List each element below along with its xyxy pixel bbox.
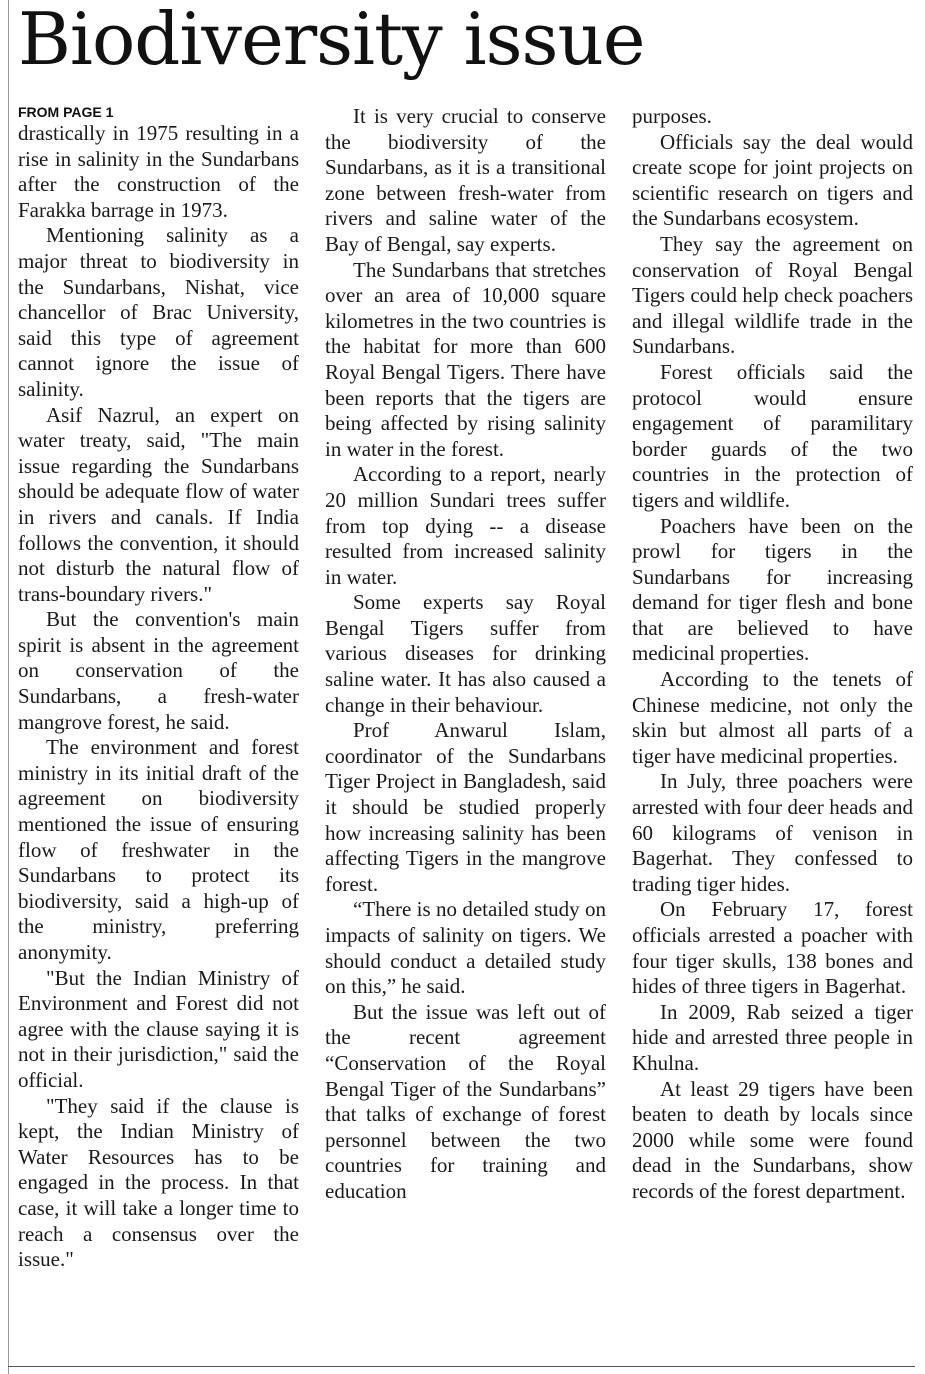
paragraph: Some experts say Royal Bengal Tigers suffer from various diseases for drinking saline water. It has also caused a change in their behaviour. xyxy=(325,590,606,717)
paragraph: The Sundarbans that stretches over an area of 10,000 square kilometres in the two countries is the habitat for more than 600 Royal Bengal Tigers. There have been reports that the tigers are being affected by rising salinity in water in the forest. xyxy=(325,257,606,461)
article-column-2 xyxy=(325,104,606,1364)
left-column-rule xyxy=(8,0,9,1374)
paragraph: Mentioning salinity as a major threat to biodiversity in the Sundarbans, Nishat, vice chancellor of Brac University, said this type of agreement cannot ignore the issue of salinity. xyxy=(18,223,299,401)
paragraph: But the issue was left out of the recent agreement “Conservation of the Royal Bengal Tiger of the Sundarbans” that talks of exchange of forest personnel between the two countries for training and education xyxy=(325,999,606,1203)
article-column-3 xyxy=(632,104,913,1364)
paragraph: It is very crucial to conserve the biodiversity of the Sundarbans, as it is a transitional zone between fresh-water from rivers and saline water of the Bay of Bengal, say experts. xyxy=(325,104,606,256)
paragraph: “There is no detailed study on impacts of salinity on tigers. We should conduct a detailed study on this,” he said. xyxy=(325,897,606,999)
paragraph: purposes. xyxy=(632,104,712,128)
paragraph: In July, three poachers were arrested with four deer heads and 60 kilograms of venison in Bagerhat. They confessed to trading tiger hides. xyxy=(632,769,913,896)
bottom-rule xyxy=(8,1366,915,1367)
article-column-1 xyxy=(18,104,299,1364)
paragraph: Prof Anwarul Islam, coordinator of the Sundarbans Tiger Project in Bangladesh, said it should be studied properly how increasing salinity has been affecting Tigers in the mangrove forest. xyxy=(325,718,606,896)
paragraph: On February 17, forest officials arrested a poacher with four tiger skulls, 138 bones and hides of three tigers in Bagerhat. xyxy=(632,897,913,999)
paragraph: They say the agreement on conservation of Royal Bengal Tigers could help check poachers and illegal wildlife trade in the Sundarbans. xyxy=(632,231,913,359)
paragraph: At least 29 tigers have been beaten to death by locals since 2000 while some were found dead in the Sundarbans, show records of the forest department. xyxy=(632,1076,913,1203)
paragraph: Poachers have been on the prowl for tigers in the Sundarbans for increasing demand for tiger flesh and bone that are believed to have medicinal properties. xyxy=(632,513,913,666)
paragraph: "But the Indian Ministry of Environment and Forest did not agree with the clause saying it is not in their jurisdiction," said the official. xyxy=(18,965,299,1092)
paragraph: Forest officials said the protocol would ensure engagement of paramilitary border guards of the two countries in the protection of tigers and wildlife. xyxy=(632,359,913,512)
headline: Biodiversity issue xyxy=(18,0,645,81)
paragraph: "They said if the clause is kept, the Indian Ministry of Water Resources has to be engaged in the process. In that case, it will take a longer time to reach a consensus over the issue." xyxy=(18,1093,299,1272)
kicker-from-page-1: FROM PAGE 1 xyxy=(18,104,114,120)
paragraph: But the convention's main spirit is absent in the agreement on conservation of the Sundarbans, a fresh-water mangrove forest, he said. xyxy=(18,607,299,734)
paragraph: In 2009, Rab seized a tiger hide and arrested three people in Khulna. xyxy=(632,999,913,1075)
paragraph: According to the tenets of Chinese medicine, not only the skin but almost all parts of a tiger have medicinal properties. xyxy=(632,667,913,768)
paragraph: Asif Nazrul, an expert on water treaty, said, "The main issue regarding the Sundarbans should be adequate flow of water in rivers and canals. If India follows the convention, it should not disturb the natural flow of trans-boundary rivers." xyxy=(18,402,299,606)
paragraph: Officials say the deal would create scope for joint projects on scientific research on tigers and the Sundarbans ecosystem. xyxy=(632,129,913,231)
paragraph: According to a report, nearly 20 million Sundari trees suffer from top dying -- a disease resulted from increased salinity in water. xyxy=(325,462,606,589)
paragraph: The environment and forest ministry in its initial draft of the agreement on biodiversity mentioned the issue of ensuring flow of freshwater in the Sundarbans to protect its biodiversity, said a high-up of the ministry, preferring anonymity. xyxy=(18,735,299,964)
paragraph: drastically in 1975 resulting in a rise in salinity in the Sundarbans after the construction of the Farakka barrage in 1973. xyxy=(18,121,299,222)
